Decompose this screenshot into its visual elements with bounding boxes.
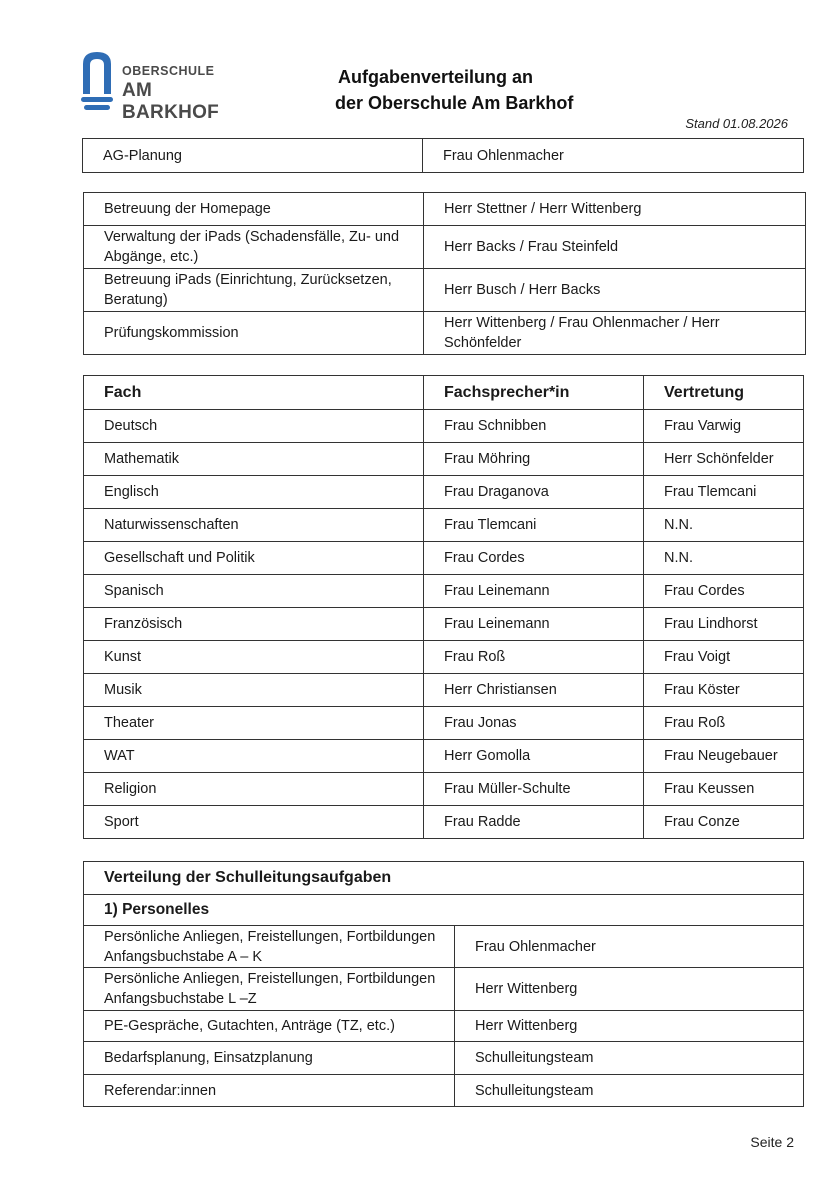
table-row bbox=[84, 509, 804, 542]
page-number: Seite 2 bbox=[750, 1134, 794, 1150]
vertretung-cell: Frau Tlemcani bbox=[644, 476, 804, 509]
fach-cell: Englisch bbox=[84, 476, 424, 509]
fachsprecher-cell: Frau Müller-Schulte bbox=[424, 773, 644, 806]
title-line-1: Aufgabenverteilung an bbox=[338, 67, 534, 87]
fach-cell: Gesellschaft und Politik bbox=[84, 542, 424, 575]
task-cell: Bedarfsplanung, Einsatzplanung bbox=[84, 1042, 455, 1075]
section-subtitle: 1) Personelles bbox=[84, 895, 804, 926]
task-cell: Referendar:innen bbox=[84, 1075, 455, 1107]
logo-text-line2: AM BARKHOF bbox=[122, 80, 220, 123]
table-row bbox=[84, 1075, 804, 1107]
table-header-row bbox=[84, 376, 804, 410]
zustaendigkeiten-table bbox=[83, 192, 806, 355]
task-cell: Prüfungskommission bbox=[84, 312, 424, 355]
fachsprecher-table bbox=[83, 375, 804, 839]
vertretung-cell: Frau Roß bbox=[644, 707, 804, 740]
table-row bbox=[83, 139, 804, 173]
table-row bbox=[84, 1011, 804, 1042]
table-row bbox=[84, 476, 804, 509]
person-cell: Herr Backs / Frau Steinfeld bbox=[424, 226, 806, 269]
fachsprecher-cell: Frau Möhring bbox=[424, 443, 644, 476]
table-row bbox=[84, 608, 804, 641]
fach-cell: Sport bbox=[84, 806, 424, 839]
fachsprecher-cell: Frau Jonas bbox=[424, 707, 644, 740]
logo-text-line1: OBERSCHULE bbox=[122, 64, 215, 78]
fachsprecher-cell: Frau Draganova bbox=[424, 476, 644, 509]
table-row bbox=[84, 193, 806, 226]
table-row bbox=[84, 641, 804, 674]
person-cell: Herr Wittenberg bbox=[455, 1011, 804, 1042]
title-line-2: der Oberschule Am Barkhof bbox=[335, 93, 574, 113]
school-logo bbox=[80, 50, 250, 123]
person-cell: Herr Wittenberg / Frau Ohlenmacher / Herr Schönfelder bbox=[424, 312, 806, 355]
fachsprecher-cell: Frau Roß bbox=[424, 641, 644, 674]
school-logo-icon bbox=[80, 50, 116, 114]
fach-cell: Spanisch bbox=[84, 575, 424, 608]
section-title-row bbox=[84, 862, 804, 895]
fachsprecher-cell: Frau Radde bbox=[424, 806, 644, 839]
vertretung-cell: Frau Lindhorst bbox=[644, 608, 804, 641]
vertretung-cell: N.N. bbox=[644, 542, 804, 575]
table-row bbox=[84, 806, 804, 839]
fachsprecher-cell: Frau Schnibben bbox=[424, 410, 644, 443]
table-row bbox=[84, 1042, 804, 1075]
fachsprecher-cell: Herr Gomolla bbox=[424, 740, 644, 773]
fachsprecher-cell: Frau Leinemann bbox=[424, 575, 644, 608]
person-cell: Schulleitungsteam bbox=[455, 1042, 804, 1075]
column-header-fachsprecher: Fachsprecher*in bbox=[424, 376, 644, 410]
vertretung-cell: Frau Neugebauer bbox=[644, 740, 804, 773]
fach-cell: Deutsch bbox=[84, 410, 424, 443]
table-row bbox=[84, 674, 804, 707]
person-cell: Schulleitungsteam bbox=[455, 1075, 804, 1107]
task-cell: Betreuung der Homepage bbox=[84, 193, 424, 226]
column-header-vertretung: Vertretung bbox=[644, 376, 804, 410]
table-row bbox=[84, 740, 804, 773]
fach-cell: Religion bbox=[84, 773, 424, 806]
person-cell: Frau Ohlenmacher bbox=[455, 926, 804, 968]
fach-cell: Kunst bbox=[84, 641, 424, 674]
vertretung-cell: Frau Cordes bbox=[644, 575, 804, 608]
vertretung-cell: Frau Varwig bbox=[644, 410, 804, 443]
table-row bbox=[84, 269, 806, 312]
fach-cell: Theater bbox=[84, 707, 424, 740]
person-cell: Frau Ohlenmacher bbox=[423, 139, 804, 173]
task-cell: Betreuung iPads (Einrichtung, Zurücksetzen, Beratung) bbox=[84, 269, 424, 312]
vertretung-cell: Frau Voigt bbox=[644, 641, 804, 674]
table-row bbox=[84, 443, 804, 476]
column-header-fach: Fach bbox=[84, 376, 424, 410]
task-cell: AG-Planung bbox=[83, 139, 423, 173]
stand-date: Stand 01.08.2026 bbox=[685, 116, 788, 131]
ag-planung-table bbox=[82, 138, 804, 173]
person-cell: Herr Wittenberg bbox=[455, 968, 804, 1011]
task-cell: Persönliche Anliegen, Freistellungen, Fortbildungen Anfangsbuchstabe A – K bbox=[84, 926, 455, 968]
person-cell: Herr Stettner / Herr Wittenberg bbox=[424, 193, 806, 226]
fachsprecher-cell: Frau Cordes bbox=[424, 542, 644, 575]
table-row bbox=[84, 707, 804, 740]
section-title: Verteilung der Schulleitungsaufgaben bbox=[84, 862, 804, 895]
schulleitungsaufgaben-table bbox=[83, 861, 804, 1107]
table-row bbox=[84, 773, 804, 806]
fach-cell: Mathematik bbox=[84, 443, 424, 476]
task-cell: Persönliche Anliegen, Freistellungen, Fortbildungen Anfangsbuchstabe L –Z bbox=[84, 968, 455, 1011]
task-cell: Verwaltung der iPads (Schadensfälle, Zu- und Abgänge, etc.) bbox=[84, 226, 424, 269]
table-row bbox=[84, 542, 804, 575]
table-row bbox=[84, 410, 804, 443]
fach-cell: Naturwissenschaften bbox=[84, 509, 424, 542]
table-row bbox=[84, 968, 804, 1011]
vertretung-cell: Herr Schönfelder bbox=[644, 443, 804, 476]
fach-cell: Musik bbox=[84, 674, 424, 707]
table-row bbox=[84, 575, 804, 608]
fachsprecher-cell: Frau Tlemcani bbox=[424, 509, 644, 542]
task-cell: PE-Gespräche, Gutachten, Anträge (TZ, etc.) bbox=[84, 1011, 455, 1042]
vertretung-cell: Frau Keussen bbox=[644, 773, 804, 806]
document-title bbox=[335, 64, 574, 116]
table-row bbox=[84, 312, 806, 355]
fachsprecher-cell: Herr Christiansen bbox=[424, 674, 644, 707]
person-cell: Herr Busch / Herr Backs bbox=[424, 269, 806, 312]
fach-cell: Französisch bbox=[84, 608, 424, 641]
table-row bbox=[84, 226, 806, 269]
section-subtitle-row bbox=[84, 895, 804, 926]
vertretung-cell: Frau Conze bbox=[644, 806, 804, 839]
fach-cell: WAT bbox=[84, 740, 424, 773]
fachsprecher-cell: Frau Leinemann bbox=[424, 608, 644, 641]
vertretung-cell: Frau Köster bbox=[644, 674, 804, 707]
vertretung-cell: N.N. bbox=[644, 509, 804, 542]
table-row bbox=[84, 926, 804, 968]
